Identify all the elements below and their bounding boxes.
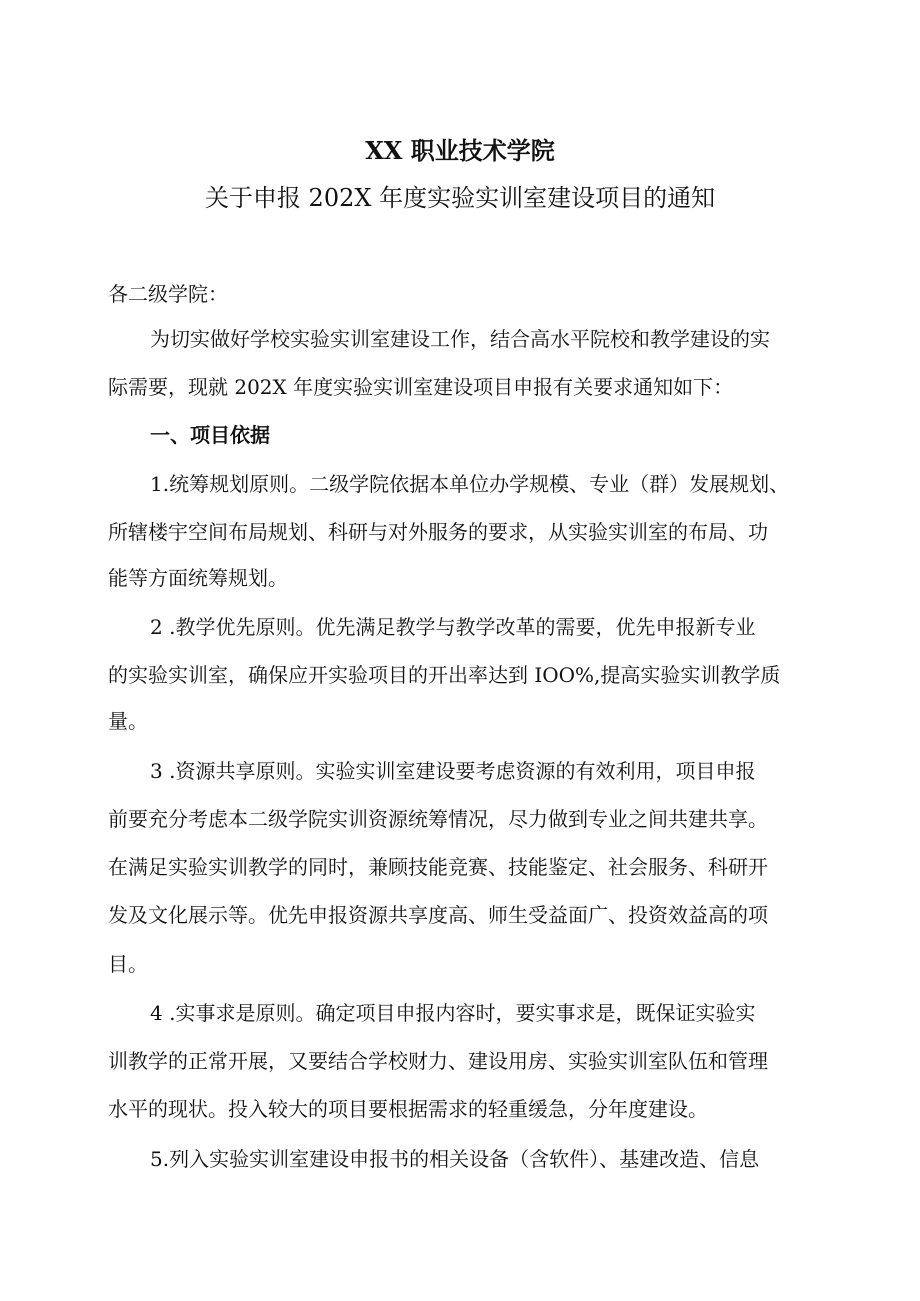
item3-line-3: 在满足实验实训教学的同时，兼顾技能竞赛、技能鉴定、社会服务、科研开 bbox=[108, 855, 768, 879]
intro-line-1: 为切实做好学校实验实训室建设工作，结合高水平院校和教学建设的实 bbox=[150, 327, 770, 351]
item4-line-3: 水平的现状。投入较大的项目要根据需求的轻重缓急，分年度建设。 bbox=[108, 1097, 708, 1121]
item2-line-1: 2 .教学优先原则。优先满足教学与教学改革的需要，优先申报新专业 bbox=[150, 615, 756, 639]
item3-line-1: 3 .资源共享原则。实验实训室建设要考虑资源的有效利用，项目申报 bbox=[150, 759, 756, 783]
item3-line-2: 前要充分考虑本二级学院实训资源统筹情况，尽力做到专业之间共建共享。 bbox=[108, 807, 768, 831]
item2-line-2: 的实验实训室，确保应开实验项目的开出率达到 IOO%,提高实验实训教学质 bbox=[108, 663, 781, 687]
item4-line-1: 4 .实事求是原则。确定项目申报内容时，要实事求是，既保证实验实 bbox=[150, 1001, 756, 1025]
item3-line-5: 目。 bbox=[108, 952, 148, 976]
item1-line-2: 所辖楼宇空间布局规划、科研与对外服务的要求，从实验实训室的布局、功 bbox=[108, 520, 768, 544]
item4-line-2: 训教学的正常开展，又要结合学校财力、建设用房、实验实训室队伍和管理 bbox=[108, 1049, 768, 1073]
intro-line-2: 际需要，现就 202X 年度实验实训室建设项目申报有关要求通知如下： bbox=[108, 375, 734, 399]
item2-line-3: 量。 bbox=[108, 709, 148, 733]
institution-title: XX 职业技术学院 bbox=[365, 136, 555, 165]
notice-title: 关于申报 202X 年度实验实训室建设项目的通知 bbox=[204, 184, 716, 212]
section-heading: 一、项目依据 bbox=[150, 423, 270, 447]
item5-line-1: 5.列入实验实训室建设申报书的相关设备（含软件）、基建改造、信息 bbox=[150, 1147, 760, 1171]
item1-line-1: 1.统筹规划原则。二级学院依据本单位办学规模、专业（群）发展规划、 bbox=[150, 472, 790, 496]
item1-line-3: 能等方面统筹规划。 bbox=[108, 566, 288, 590]
salutation: 各二级学院： bbox=[108, 282, 228, 306]
item3-line-4: 发及文化展示等。优先申报资源共享度高、师生受益面广、投资效益高的项 bbox=[108, 903, 768, 927]
